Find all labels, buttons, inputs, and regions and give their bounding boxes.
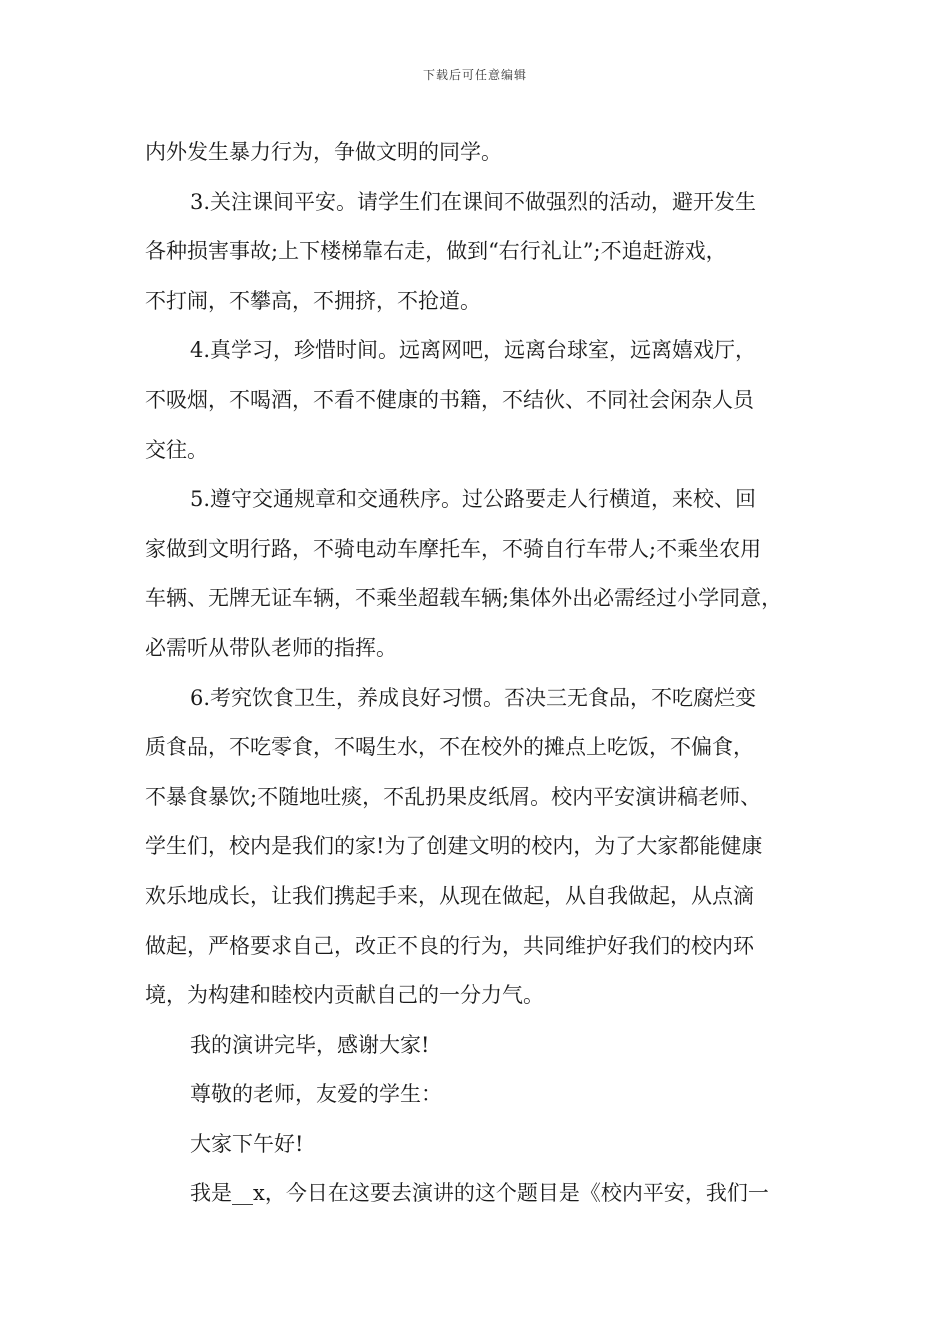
text-line: 6.考究饮食卫生，养成良好习惯。否决三无食品，不吃腐烂变 — [190, 685, 757, 710]
text-line: 尊敬的老师，友爱的学生： — [190, 1082, 442, 1107]
text-line: 做起，严格要求自己，改正不良的行为，共同维护好我们的校内环 — [145, 933, 754, 958]
text-line: 不吸烟，不喝酒，不看不健康的书籍，不结伙、不同社会闲杂人员 — [145, 387, 754, 412]
text-line: 5.遵守交通规章和交通秩序。过公路要走人行横道，来校、回 — [190, 487, 757, 512]
text-line: 我的演讲完毕，感谢大家! — [190, 1032, 430, 1057]
text-line: 不打闹，不攀高，不拥挤，不抢道。 — [145, 288, 481, 313]
text-line: 我是__x，今日在这要去演讲的这个题目是《校内平安，我们一 — [190, 1181, 769, 1206]
text-line: 各种损害事故;上下楼梯靠右走，做到“右行礼让”;不追赶游戏， — [145, 239, 727, 264]
text-line: 境，为构建和睦校内贡献自己的一分力气。 — [145, 983, 544, 1008]
text-line: 学生们，校内是我们的家!为了创建文明的校内，为了大家都能健康 — [145, 834, 763, 859]
text-line: 内外发生暴力行为，争做文明的同学。 — [145, 140, 502, 164]
text-line: 欢乐地成长，让我们携起手来，从现在做起，从自我做起，从点滴 — [145, 883, 754, 908]
text-line: 车辆、无牌无证车辆，不乘坐超载车辆;集体外出必需经过小学同意， — [145, 586, 783, 611]
text-line: 不暴食暴饮;不随地吐痰，不乱扔果皮纸屑。校内平安演讲稿老师、 — [145, 784, 762, 809]
text-line: 家做到文明行路，不骑电动车摩托车，不骑自行车带人;不乘坐农用 — [145, 536, 762, 561]
text-line: 3.关注课间平安。请学生们在课间不做强烈的活动，避开发生 — [190, 189, 757, 214]
text-line: 必需听从带队老师的指挥。 — [145, 635, 397, 660]
document-body — [145, 128, 815, 1219]
text-line: 大家下午好! — [190, 1131, 304, 1156]
text-line: 交往。 — [145, 437, 208, 462]
text-line: 4.真学习，珍惜时间。远离网吧，远离台球室，远离嬉戏厅， — [190, 338, 757, 363]
text-line: 质食品，不吃零食，不喝生水，不在校外的摊点上吃饭，不偏食， — [145, 735, 754, 760]
page-header: 下载后可任意编辑 — [422, 68, 527, 82]
